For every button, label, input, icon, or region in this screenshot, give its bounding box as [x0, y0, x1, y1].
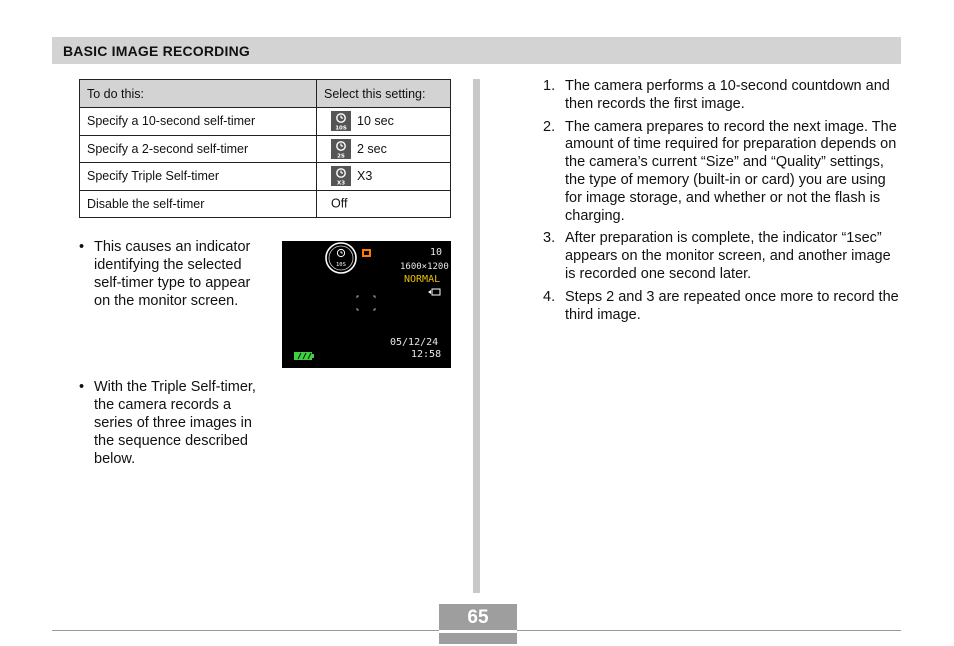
- self-timer-settings-table: [79, 79, 451, 218]
- row-setting: [317, 190, 451, 218]
- bullet-dot: •: [79, 379, 85, 395]
- row-action: Specify a 2-second self-timer: [80, 135, 317, 163]
- row-setting-label: 10 sec: [357, 114, 394, 129]
- page-number: 65: [467, 607, 489, 628]
- svg-text:X3: X3: [336, 180, 346, 187]
- step-number: 3.: [543, 230, 556, 247]
- page-number-band: [439, 630, 517, 633]
- section-header: [52, 37, 901, 64]
- row-setting: [317, 135, 451, 163]
- table-row: [80, 163, 451, 191]
- svg-text:10S: 10S: [335, 125, 347, 132]
- list-item: [543, 289, 903, 325]
- list-item: [543, 230, 903, 283]
- row-setting: [317, 163, 451, 191]
- bullet-dot: •: [79, 239, 85, 255]
- table-row: [80, 108, 451, 136]
- row-action: Specify a 10-second self-timer: [80, 108, 317, 136]
- monitor-timer-label: 10S: [336, 262, 346, 268]
- row-action: Disable the self-timer: [80, 190, 317, 218]
- step-text: Steps 2 and 3 are repeated once more to record the third image.: [565, 288, 899, 323]
- self-timer-2s-icon: [331, 139, 351, 159]
- monitor-screen-illustration: [282, 241, 451, 368]
- row-action: Specify Triple Self-timer: [80, 163, 317, 191]
- step-number: 4.: [543, 288, 556, 305]
- bullet-text: This causes an indicator identifying the selected self-timer type to appear on the monitor screen.: [94, 239, 251, 309]
- step-text: The camera prepares to record the next image. The amount of time required for preparation depends on the camera’s current “Size” and “Quality” settings, the type of memory (built-in or card) you are using for image storage, and whether or not the flash is charging.: [565, 118, 897, 224]
- row-setting-label: Off: [331, 197, 348, 212]
- row-setting-label: 2 sec: [357, 141, 387, 156]
- monitor-shots-remaining: 10: [430, 247, 443, 258]
- step-number: 2.: [543, 118, 556, 135]
- step-list: [543, 78, 903, 329]
- bullet-text: With the Triple Self-timer, the camera records a series of three images in the sequence described below.: [94, 379, 256, 467]
- monitor-time: 12:58: [411, 349, 442, 360]
- step-text: After preparation is complete, the indicator “1sec” appears on the monitor screen, and another image is recorded one second later.: [565, 230, 891, 282]
- svg-text:2S: 2S: [337, 153, 345, 159]
- column-header-setting: Select this setting:: [317, 80, 451, 108]
- step-number: 1.: [543, 78, 556, 94]
- monitor-image-size: 1600×1200: [400, 262, 449, 272]
- self-timer-10s-icon: [331, 111, 351, 131]
- step-text: The camera performs a 10-second countdown and then records the first image.: [565, 78, 890, 112]
- row-setting: [317, 108, 451, 136]
- table-row: [80, 135, 451, 163]
- page-number-box: [439, 604, 517, 644]
- monitor-date: 05/12/24: [390, 337, 439, 348]
- monitor-quality: NORMAL: [404, 274, 441, 285]
- table-row: [80, 190, 451, 218]
- column-divider: [473, 79, 480, 593]
- list-item: [543, 119, 903, 226]
- row-setting-label: X3: [357, 169, 373, 184]
- list-item: [543, 78, 903, 114]
- column-header-action: To do this:: [80, 80, 317, 108]
- table-header-row: [80, 80, 451, 108]
- self-timer-x3-icon: [331, 166, 351, 186]
- section-title: BASIC IMAGE RECORDING: [63, 43, 250, 59]
